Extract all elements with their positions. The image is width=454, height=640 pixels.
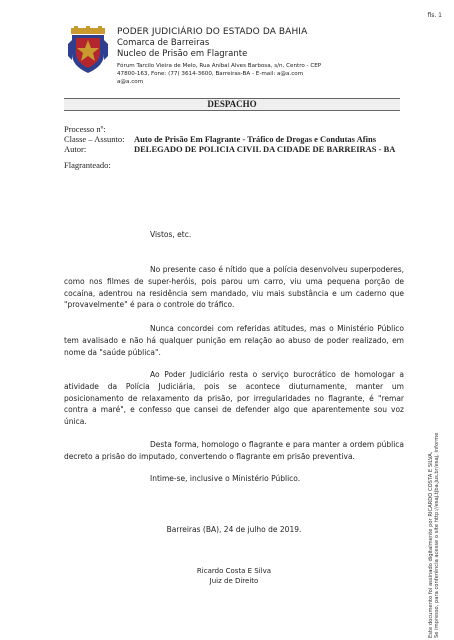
nucleo-name: Nucleo de Prisão em Flagrante [117,49,248,59]
paragraph-4: Desta forma, homologo o flagrante e para manter a ordem pública decreto a prisão do imputado, convertendo o flagrante em prisão preventiva. [64,440,404,461]
signer-name: Ricardo Costa E Silva [196,567,272,575]
stamp-line-2: Se impresso, para conferência acesse o site http://esaj.tjba.jus.br/esaj, informe [434,432,441,638]
autor-row [64,144,404,154]
classe-value: Auto de Prisão Em Flagrante - Tráfico de Drogas e Condutas Afins [134,134,377,144]
document-title: DESPACHO [207,99,257,109]
stamp-line-1: Este documento foi assinado digitalmente por RICARDO COSTA E SILVA. [428,451,434,638]
letterhead [117,27,335,87]
signature-block [64,566,404,586]
autor-label: Autor: [64,144,87,154]
flagranteado-row [64,160,404,170]
digital-signature-stamp [428,378,441,638]
vistos-line: Vistos, etc. [150,230,192,239]
court-crest-icon [68,26,108,74]
autor-value: DELEGADO DE POLICIA CIVIL DA CIDADE DE BARREIRAS - BA [134,144,396,154]
paragraph-3: Ao Poder Judiciário resta o serviço burocrático de homologar a atividade da Polícia Judiciária, pois se acontece diuturnamente, manter um posicionamento de relaxamento da prisão, por irregularidades no flagrante, é "remar contra a maré", e confesso que cansei de defender algo que aparentemente sou voz única. [64,370,404,427]
signer-role: Juiz de Direito [209,577,259,585]
page-number: fls. 1 [427,12,442,19]
processo-row [64,124,404,134]
court-address: Fórum Tarcilo Vieira de Melo, Rua Aníbal Alves Barbosa, s/n, Centro - CEP 47800-163, Fone: (77) 3614-3600, Barreiras-BA - E-mail: a@a.com [117,63,322,77]
flagranteado-label: Flagranteado: [64,160,111,170]
flagranteado-value [134,160,404,170]
date-line: Barreiras (BA), 24 de julho de 2019. [166,525,302,534]
processo-label: Processo nº: [64,124,106,134]
comarca-name: Comarca de Barreiras [117,38,210,48]
paragraph-5: Intime-se, inclusive o Ministério Público. [150,474,301,483]
court-email: a@a.com [117,79,144,85]
classe-row [64,134,404,144]
paragraph-1: No presente caso é nítido que a polícia desenvolveu superpoderes, como nos filmes de super-heróis, pois parou um carro, viu uma pequena porção de cocaína, adentrou na residência sem mandado, viu mais substância e um caderno que "provavelmente" é para o controle do tráfico. [64,265,404,310]
processo-value [134,124,404,134]
document-title-band [64,98,400,111]
paragraph-2: Nunca concordei com referidas atitudes, mas o Ministério Público tem avalisado e não há qualquer punição em relação ao abuso de poder realizado, em nome da "saúde pública". [64,324,404,357]
case-details [64,124,404,170]
classe-label: Classe – Assunto: [64,134,125,144]
court-name: PODER JUDICIÁRIO DO ESTADO DA BAHIA [117,27,308,37]
